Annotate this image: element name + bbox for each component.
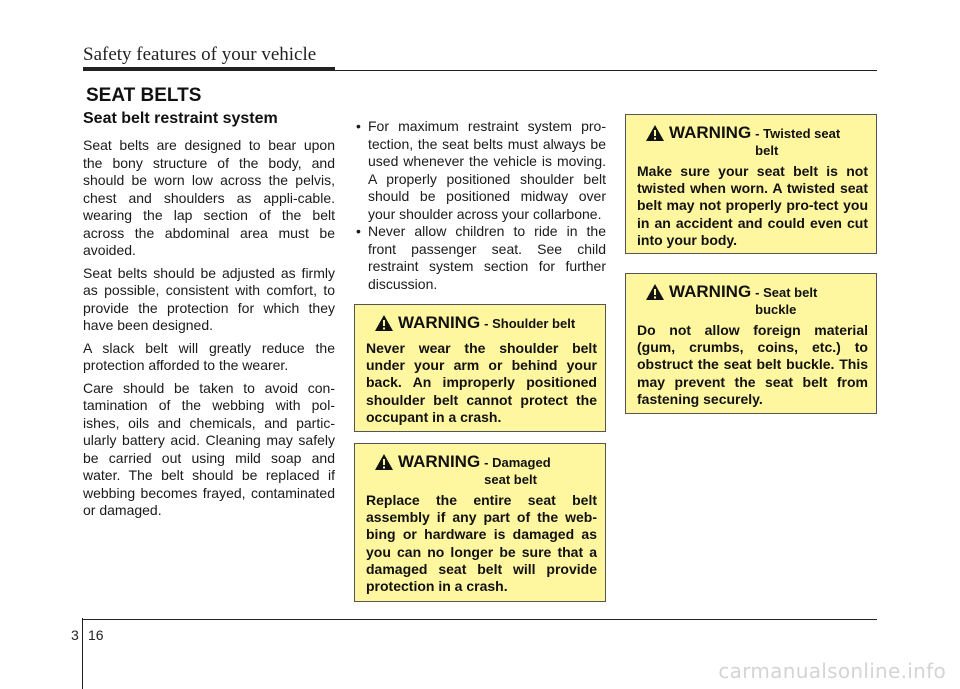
warning-triangle-icon bbox=[645, 124, 665, 142]
warning-topic: - Seat belt buckle bbox=[755, 285, 818, 317]
paragraph: Seat belts should be adjusted as firmly as possible, consistent with comfort, to provide the protection for which they have been designed. bbox=[83, 264, 335, 333]
header-rule bbox=[83, 70, 877, 71]
warning-topic: - Twisted seat belt bbox=[755, 126, 841, 158]
column-middle bbox=[354, 118, 606, 293]
warning-triangle-icon bbox=[374, 314, 394, 332]
warning-topic: - Shoulder belt bbox=[484, 316, 576, 331]
watermark: carmanualsonline.info bbox=[718, 659, 946, 683]
warning-body: Replace the entire seat belt assembly if any part of the web-bing or hardware is damaged as you can no longer be sure that a damaged seat belt will provide protection in a crash. bbox=[366, 492, 597, 595]
warning-header bbox=[374, 452, 597, 488]
warning-box-damaged-seat-belt bbox=[354, 443, 606, 602]
footer-vertical-rule bbox=[82, 618, 83, 689]
warning-header bbox=[645, 123, 868, 159]
section-title: SEAT BELTS bbox=[86, 85, 202, 106]
bullet-dot: • bbox=[356, 118, 361, 134]
warning-body: Make sure your seat belt is not twisted when worn. A twisted seat belt may not properly pro-tect you in an accident and could even cut into your body. bbox=[637, 163, 868, 248]
paragraph: Seat belts are designed to bear upon the bony structure of the body, and should be worn low across the pelvis, chest and shoulders as appli-cable. wearing the lap section of the belt across the abdominal area must be avoided. bbox=[83, 137, 335, 258]
warning-box-seat-belt-buckle bbox=[625, 273, 877, 414]
bullet-item bbox=[354, 118, 606, 223]
warning-label: WARNING bbox=[398, 313, 481, 332]
bullet-dot: • bbox=[356, 223, 361, 239]
subsection-title: Seat belt restraint system bbox=[83, 110, 278, 127]
bullet-text: For maximum restraint system pro-tection, the seat belts must always be used whenever the vehicle is moving. A properly positioned shoulder belt should be positioned midway over your shoulder across your collarbone. bbox=[368, 118, 606, 222]
warning-box-shoulder-belt bbox=[354, 304, 606, 432]
footer-rule bbox=[82, 619, 877, 620]
warning-label: WARNING bbox=[669, 123, 752, 142]
warning-body: Do not allow foreign material (gum, crumbs, coins, etc.) to obstruct the seat belt buckle. This may prevent the seat belt from fastening securely. bbox=[637, 322, 868, 407]
warning-body: Never wear the shoulder belt under your arm or behind your back. An improperly positioned shoulder belt cannot protect the occupant in a crash. bbox=[366, 340, 597, 425]
paragraph: Care should be taken to avoid con-tamination of the webbing with pol-ishes, oils and chemicals, and partic-ularly battery acid. Cleaning may safely be carried out using mild soap and water. The belt should be replaced if webbing becomes frayed, contaminated or damaged. bbox=[83, 379, 335, 518]
paragraph: A slack belt will greatly reduce the protection afforded to the wearer. bbox=[83, 339, 335, 373]
warning-header bbox=[645, 282, 868, 318]
chapter-number: 3 bbox=[71, 627, 79, 643]
warning-box-twisted-seat-belt bbox=[625, 114, 877, 254]
header-title: Safety features of your vehicle bbox=[83, 44, 317, 65]
warning-topic: - Damaged seat belt bbox=[484, 455, 551, 487]
warning-label: WARNING bbox=[398, 452, 481, 471]
bullet-text: Never allow children to ride in the front passenger seat. See child restraint system section for further discussion. bbox=[368, 223, 606, 292]
warning-triangle-icon bbox=[374, 453, 394, 471]
warning-label: WARNING bbox=[669, 282, 752, 301]
warning-header bbox=[374, 313, 597, 333]
warning-triangle-icon bbox=[645, 283, 665, 301]
column-left bbox=[83, 110, 335, 525]
page-number: 16 bbox=[88, 627, 104, 643]
bullet-item bbox=[354, 223, 606, 293]
